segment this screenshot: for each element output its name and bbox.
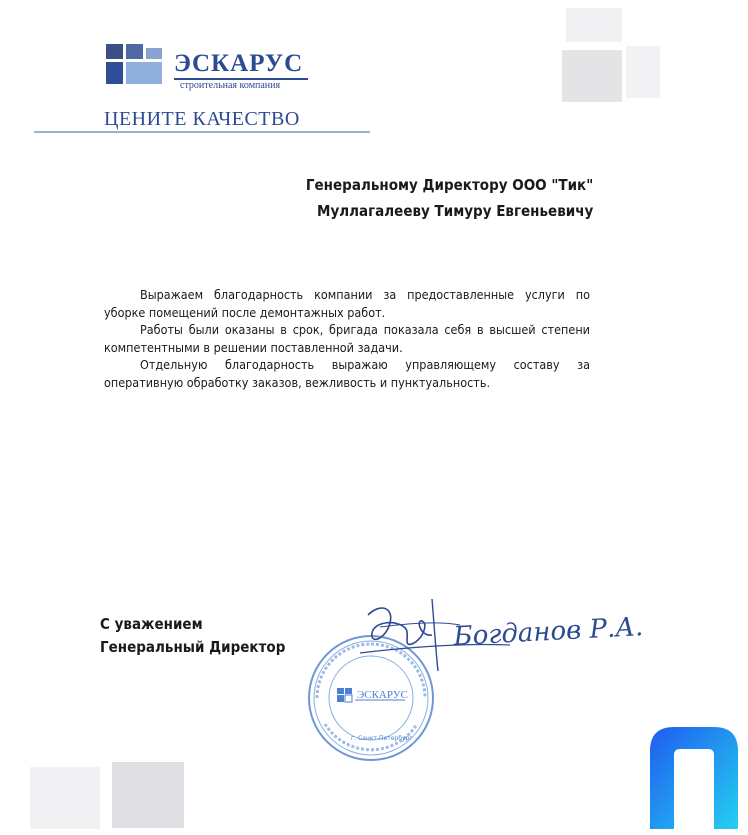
signature-icon — [350, 593, 650, 673]
slogan: ЦЕНИТЕ КАЧЕСТВО — [104, 108, 300, 130]
body-paragraph-3: Отдельную благодарность выражаю управляющему составу за оперативную обработку заказов, вежливость и пунктуальность. — [104, 357, 590, 390]
letter-body — [104, 286, 590, 391]
body-paragraph-1: Выражаем благодарность компании за предоставленные услуги по уборке помещений после демонтажных работ. — [104, 287, 590, 320]
addressee-line-1: Генеральному Директору ООО "Тик" — [305, 176, 593, 194]
closing-line-1: С уважением — [100, 615, 203, 633]
closing-block — [100, 613, 285, 659]
letterhead-divider — [34, 131, 370, 133]
corner-brand-badge-icon — [648, 725, 740, 829]
addressee-block — [306, 172, 593, 224]
stamp-city-text: г. Санкт-Петербург — [351, 735, 413, 742]
signature-handwritten-name: Богданов Р.А. — [452, 612, 644, 652]
body-paragraph-2: Работы были оказаны в срок, бригада показала себя в высшей степени компетентными в решении поставленной задачи. — [104, 322, 590, 355]
stamp-center-text: ЭСКАРУС — [357, 689, 408, 701]
closing-line-2: Генеральный Директор — [100, 638, 286, 656]
brand-subtitle: строительная компания — [180, 80, 281, 91]
brand-name: ЭСКАРУС — [174, 50, 304, 77]
company-logo-icon — [106, 44, 162, 86]
addressee-line-2: Муллагалееву Тимуру Евгеньевичу — [316, 202, 593, 220]
